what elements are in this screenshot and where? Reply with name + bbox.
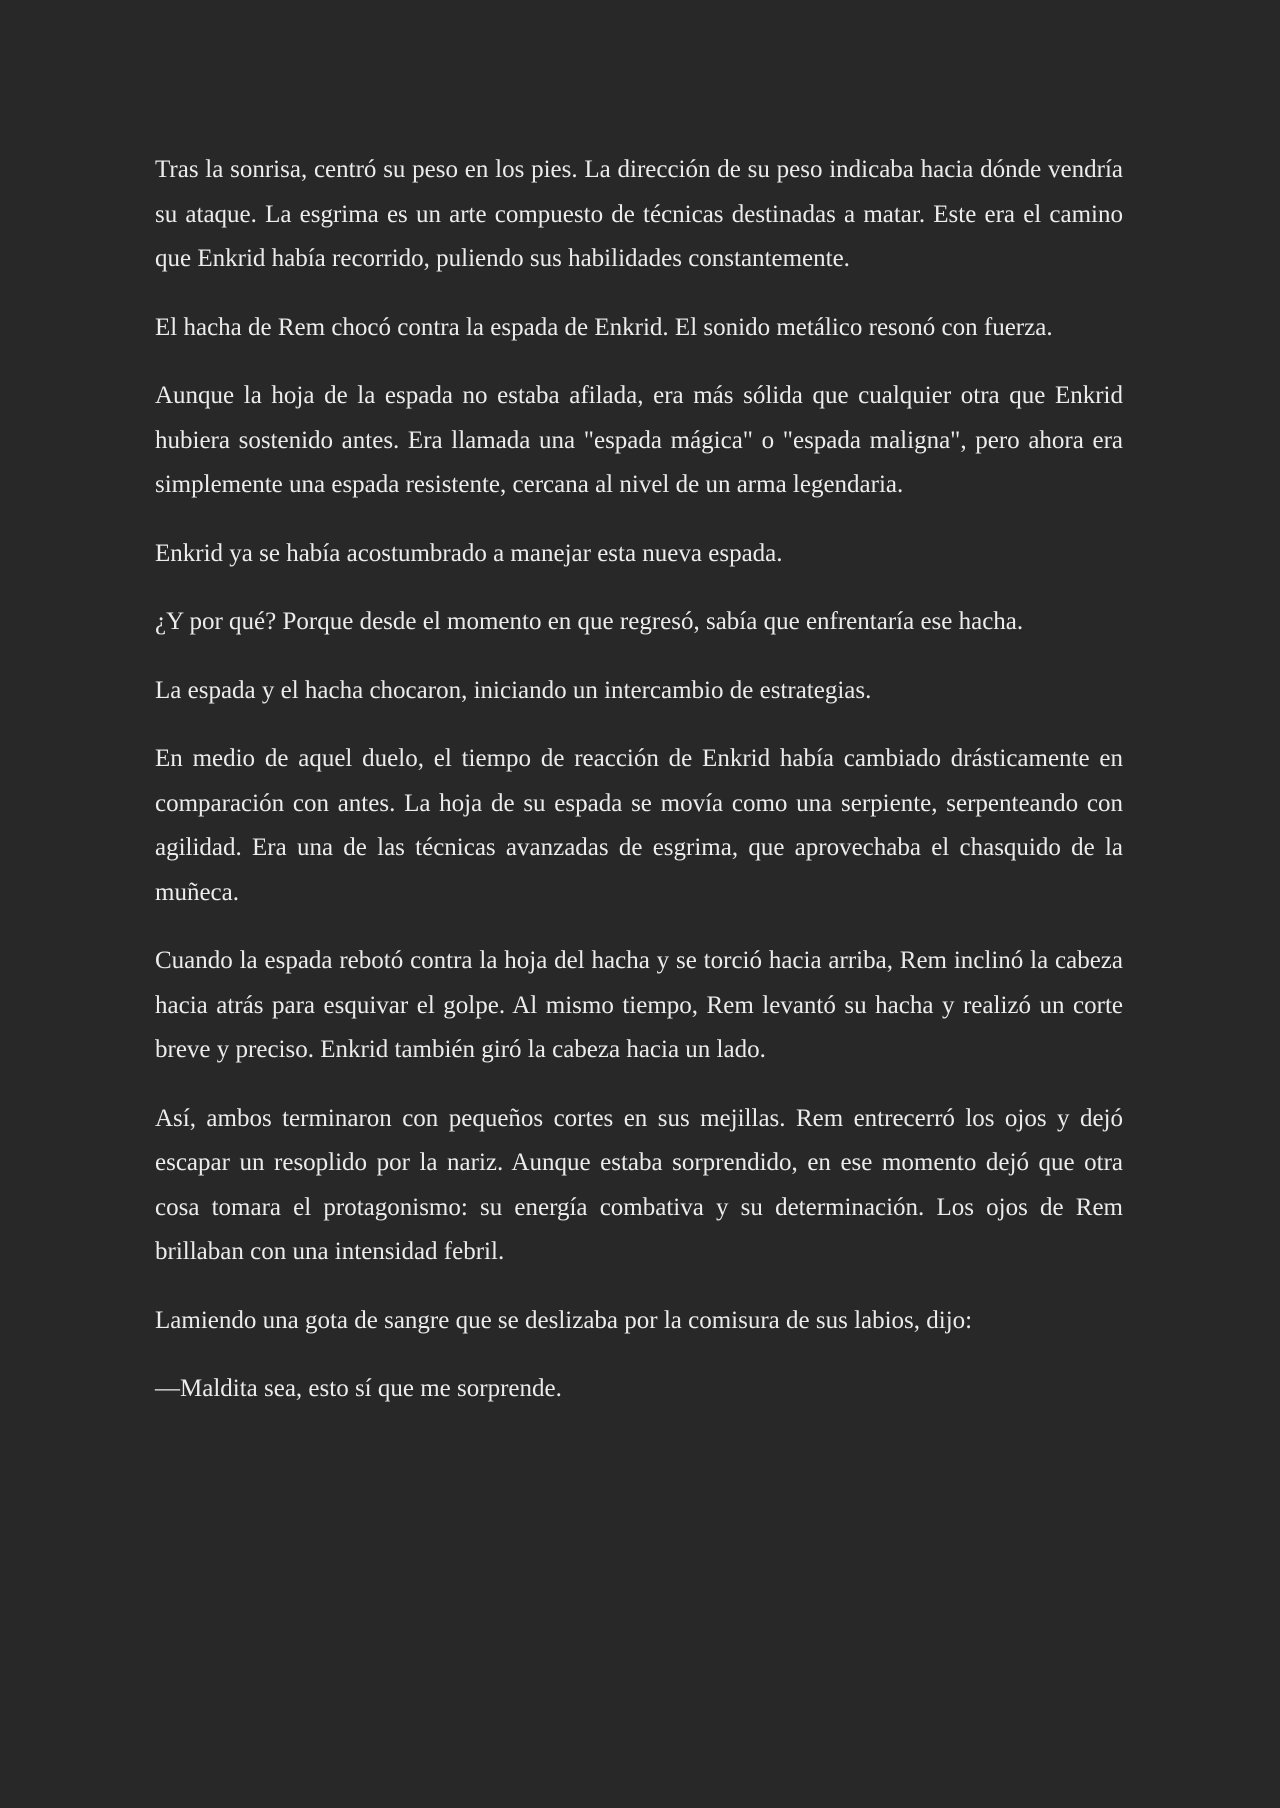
paragraph: —Maldita sea, esto sí que me sorprende. bbox=[155, 1375, 562, 1402]
paragraph: El hacha de Rem chocó contra la espada de Enkrid. El sonido metálico resonó con fuerza. bbox=[155, 313, 1053, 341]
paragraph: Aunque la hoja de la espada no estaba afilada, era más sólida que cualquier otra que Enkrid hubiera sostenido antes. Era llamada una "espada mágica" o "espada maligna", pero ahora era simplemente una espada resistente, cercana al nivel de un arma legendaria. bbox=[155, 382, 1123, 498]
chapter-text bbox=[155, 148, 1123, 1436]
paragraph: Tras la sonrisa, centró su peso en los pies. La dirección de su peso indicaba hacia dónde vendría su ataque. La esgrima es un arte compuesto de técnicas destinadas a matar. Este era el camino que Enkrid había recorrido, puliendo sus habilidades constantemente. bbox=[155, 156, 1123, 272]
paragraph: En medio de aquel duelo, el tiempo de reacción de Enkrid había cambiado drásticamente en comparación con antes. La hoja de su espada se movía como una serpiente, serpenteando con agilidad. Era una de las técnicas avanzadas de esgrima, que aprovechaba el chasquido de la muñeca. bbox=[155, 745, 1123, 906]
paragraph: La espada y el hacha chocaron, iniciando un intercambio de estrategias. bbox=[155, 676, 872, 704]
paragraph: Lamiendo una gota de sangre que se deslizaba por la comisura de sus labios, dijo: bbox=[155, 1306, 973, 1334]
paragraph: ¿Y por qué? Porque desde el momento en que regresó, sabía que enfrentaría ese hacha. bbox=[155, 608, 1024, 635]
paragraph: Cuando la espada rebotó contra la hoja del hacha y se torció hacia arriba, Rem inclinó la cabeza hacia atrás para esquivar el golpe. Al mismo tiempo, Rem levantó su hacha y realizó un corte breve y preciso. Enkrid también giró la cabeza hacia un lado. bbox=[155, 947, 1123, 1063]
paragraph: Así, ambos terminaron con pequeños cortes en sus mejillas. Rem entrecerró los ojos y dejó escapar un resoplido por la nariz. Aunque estaba sorprendido, en ese momento dejó que otra cosa tomara el protagonismo: su energía combativa y su determinación. Los ojos de Rem brillaban con una intensidad febril. bbox=[155, 1104, 1123, 1265]
paragraph: Enkrid ya se había acostumbrado a manejar esta nueva espada. bbox=[155, 539, 783, 567]
